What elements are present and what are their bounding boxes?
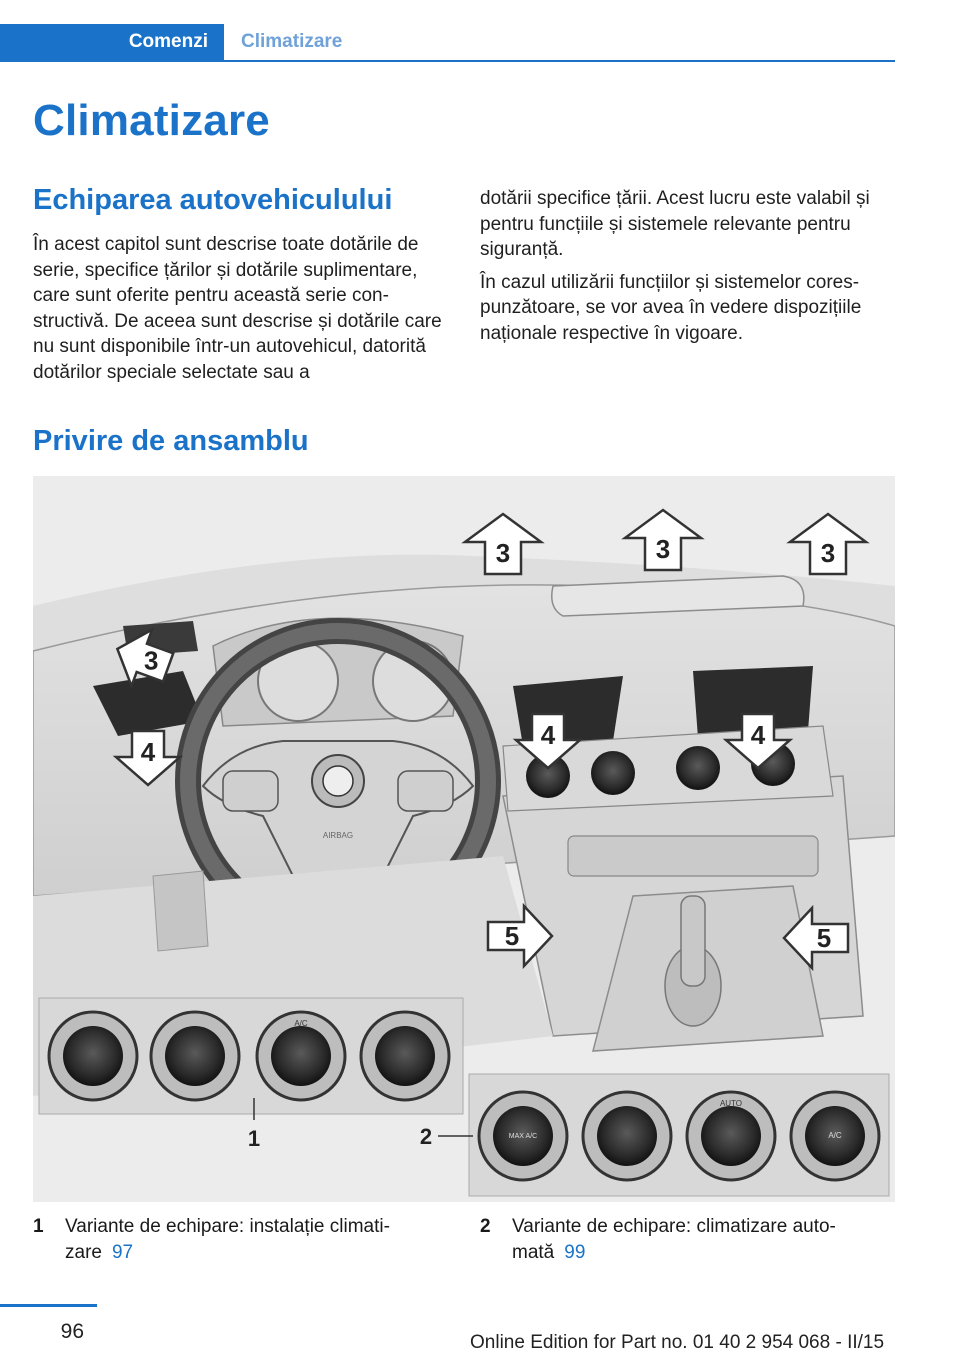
text-column-left (33, 232, 443, 392)
svg-text:AUTO: AUTO (719, 1099, 743, 1108)
text-column-right (480, 186, 890, 353)
airbag-label: AIRBAG (322, 831, 354, 840)
section-title-echiparea: Echiparea autovehiculului (33, 184, 393, 216)
svg-text:3: 3 (655, 534, 671, 564)
svg-text:3: 3 (495, 538, 511, 568)
tab-comenzi[interactable]: Comenzi (0, 24, 224, 60)
svg-text:A/C: A/C (294, 1019, 308, 1028)
caption-description: Variante de echipare: climatizare auto‐mată (512, 1216, 836, 1263)
svg-text:3: 3 (143, 645, 159, 676)
panel-2-label: 2 (419, 1124, 433, 1149)
edition-footer: Online Edition for Part no. 01 40 2 954 068 - II/15 (470, 1332, 885, 1353)
paragraph: În acest capitol sunt descrise toate dotările de serie, specifice țărilor și dotările suplimentare, care sunt oferite pentru această serie con‐structivă. De aceea sunt descrise și dotările care nu sunt disponibile într-un autovehicul, datorită dotărilor speciale selectate sau a (33, 234, 442, 383)
svg-text:5: 5 (504, 921, 520, 951)
paragraph: dotării specifice țării. Acest lucru este valabil și pentru funcțiile și sistemele relevante pentru siguranță. (480, 188, 870, 260)
page-ref-link[interactable]: 99 (564, 1241, 586, 1263)
svg-text:A/C: A/C (828, 1131, 842, 1140)
page-ref-link[interactable]: 97 (111, 1241, 134, 1263)
svg-text:4: 4 (750, 720, 766, 750)
paragraph: În cazul utilizării funcțiilor și sistemelor cores‐punzătoare, se vor avea în vedere dispozițiile naționale respective în vigoare. (480, 271, 862, 344)
panel-1-label: 1 (247, 1126, 261, 1151)
caption-text (512, 1214, 882, 1265)
tab-climatizare[interactable]: Climatizare (241, 31, 343, 52)
svg-text:4: 4 (540, 720, 556, 750)
footer-divider (0, 1304, 97, 1307)
svg-text:4: 4 (140, 737, 156, 767)
vent-footwell-label: 5 (816, 923, 832, 953)
header-tabbar (0, 24, 895, 62)
caption-description: Variante de echipare: instalație climati‐zare (65, 1216, 390, 1263)
chapter-title: Climatizare (33, 96, 270, 145)
page-number: 96 (60, 1320, 84, 1343)
svg-text:MAX A/C: MAX A/C (508, 1133, 538, 1140)
svg-text:3: 3 (820, 538, 836, 568)
section-title-privire: Privire de ansamblu (33, 425, 309, 457)
caption-text (65, 1214, 435, 1265)
dashboard-illustration (33, 476, 895, 1202)
panel-2-inset (420, 1074, 889, 1196)
caption-number: 1 (33, 1216, 44, 1237)
caption-number: 2 (480, 1216, 491, 1237)
